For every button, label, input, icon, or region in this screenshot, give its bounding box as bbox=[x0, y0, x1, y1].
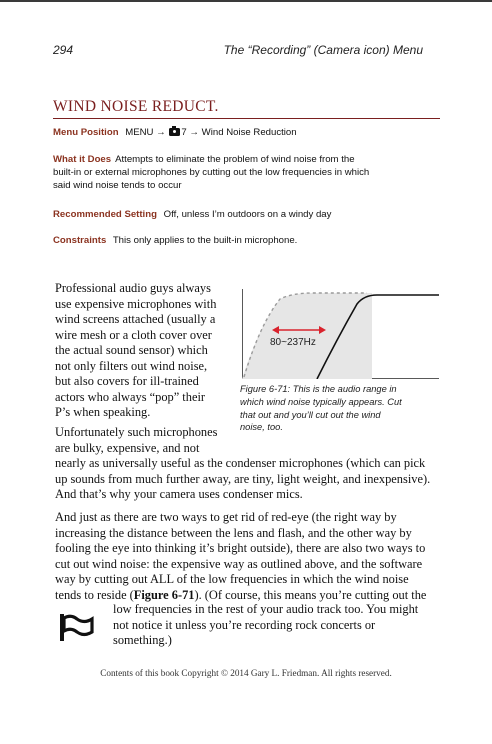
recommended-label: Recommended Setting bbox=[53, 209, 157, 220]
recommended-setting bbox=[53, 208, 433, 221]
body-line: are bulky, expensive, and not bbox=[55, 440, 200, 455]
body-line: something.) bbox=[113, 633, 172, 647]
paragraph-1 bbox=[55, 281, 225, 421]
section-rule bbox=[53, 118, 440, 119]
body-line: Professional audio guys always bbox=[55, 281, 211, 295]
body-line: And just as there are two ways to get rid of red-eye (the right way by bbox=[55, 510, 397, 524]
flag-icon bbox=[57, 610, 97, 644]
body-line: fooling the eye into thinking it’s bright outside), there are also two ways to bbox=[55, 541, 426, 555]
what-it-does bbox=[53, 153, 433, 193]
running-title: The “Recording” (Camera icon) Menu bbox=[223, 43, 423, 57]
figure-reference: Figure 6-71 bbox=[133, 587, 195, 602]
body-line: not only filters out wind noise, bbox=[55, 358, 208, 373]
what-it-does-label: What it Does bbox=[53, 154, 112, 165]
body-line: nearly as universally useful as the condenser microphones (which can pick bbox=[55, 456, 426, 470]
body-text-span: ). (Of course, this means you’re cutting out the bbox=[194, 587, 427, 602]
body-line bbox=[55, 588, 440, 604]
body-line: wire mesh or a cloth cover over bbox=[55, 327, 212, 342]
body-line: And that’s why your camera uses condenser mics. bbox=[55, 487, 303, 501]
noise-region bbox=[242, 293, 372, 379]
body-line: use expensive microphones with bbox=[55, 296, 217, 311]
body-line: way by cutting out ALL of the low frequencies in which the wind noise bbox=[55, 572, 409, 586]
menu-position bbox=[53, 126, 433, 139]
body-line: Unfortunately such microphones bbox=[55, 425, 218, 439]
camera-icon bbox=[169, 128, 180, 136]
constraints-label: Constraints bbox=[53, 235, 107, 246]
constraints bbox=[53, 234, 433, 247]
top-border bbox=[0, 0, 492, 2]
figure-caption bbox=[240, 383, 432, 434]
constraints-value: This only applies to the built-in microphone. bbox=[112, 235, 298, 246]
body-line: up sounds from much further away, are tiny, light weight, and inexpensive). bbox=[55, 471, 431, 486]
what-it-does-line: Attempts to eliminate the problem of wind noise from the bbox=[115, 154, 355, 165]
body-line: the actual sound sensor) which bbox=[55, 343, 208, 357]
menu-position-pre: MENU → bbox=[125, 127, 166, 138]
menu-position-post: 7 → Wind Noise Reduction bbox=[181, 127, 297, 138]
body-line: increasing the distance between the lens and flash, and the other way by bbox=[55, 525, 412, 540]
page-number: 294 bbox=[53, 43, 74, 57]
what-it-does-line: built-in or external microphones by cutting out the low frequencies in which bbox=[53, 167, 370, 179]
paragraph-2-narrow bbox=[55, 425, 230, 456]
what-it-does-line: said wind noise tends to occur bbox=[53, 180, 182, 192]
body-line: low frequencies in the rest of your audio track too. You might bbox=[113, 602, 419, 616]
section-title: WIND NOISE REDUCT. bbox=[53, 98, 219, 115]
body-text-span: tends to reside ( bbox=[55, 587, 134, 602]
paragraph-2-wide bbox=[55, 456, 440, 503]
caption-line: which wind noise typically appears. Cut bbox=[240, 396, 402, 407]
paragraph-4 bbox=[113, 602, 440, 649]
range-label: 80~237Hz bbox=[270, 337, 316, 348]
body-line: P’s when speaking. bbox=[55, 405, 151, 419]
body-line: cut out wind noise: the expensive way as outlined above, and the software bbox=[55, 556, 423, 571]
audio-range-figure bbox=[242, 289, 439, 379]
paragraph-3 bbox=[55, 510, 440, 603]
body-line: wind screens attached (usually a bbox=[55, 312, 216, 326]
body-line: actors who always “pop” their bbox=[55, 389, 206, 404]
body-line: not notice it unless you’re recording rock concerts or bbox=[113, 617, 376, 632]
menu-position-label: Menu Position bbox=[53, 127, 119, 138]
caption-line: noise, too. bbox=[240, 422, 283, 433]
copyright-footer: Contents of this book Copyright © 2014 Gary L. Friedman. All rights reserved. bbox=[100, 668, 392, 678]
caption-line: that out and you’ll cut out the wind bbox=[240, 409, 381, 420]
body-line: but also covers for ill-trained bbox=[55, 374, 199, 388]
caption-line: Figure 6-71: This is the audio range in bbox=[240, 384, 397, 394]
recommended-value: Off, unless I’m outdoors on a windy day bbox=[163, 209, 332, 220]
